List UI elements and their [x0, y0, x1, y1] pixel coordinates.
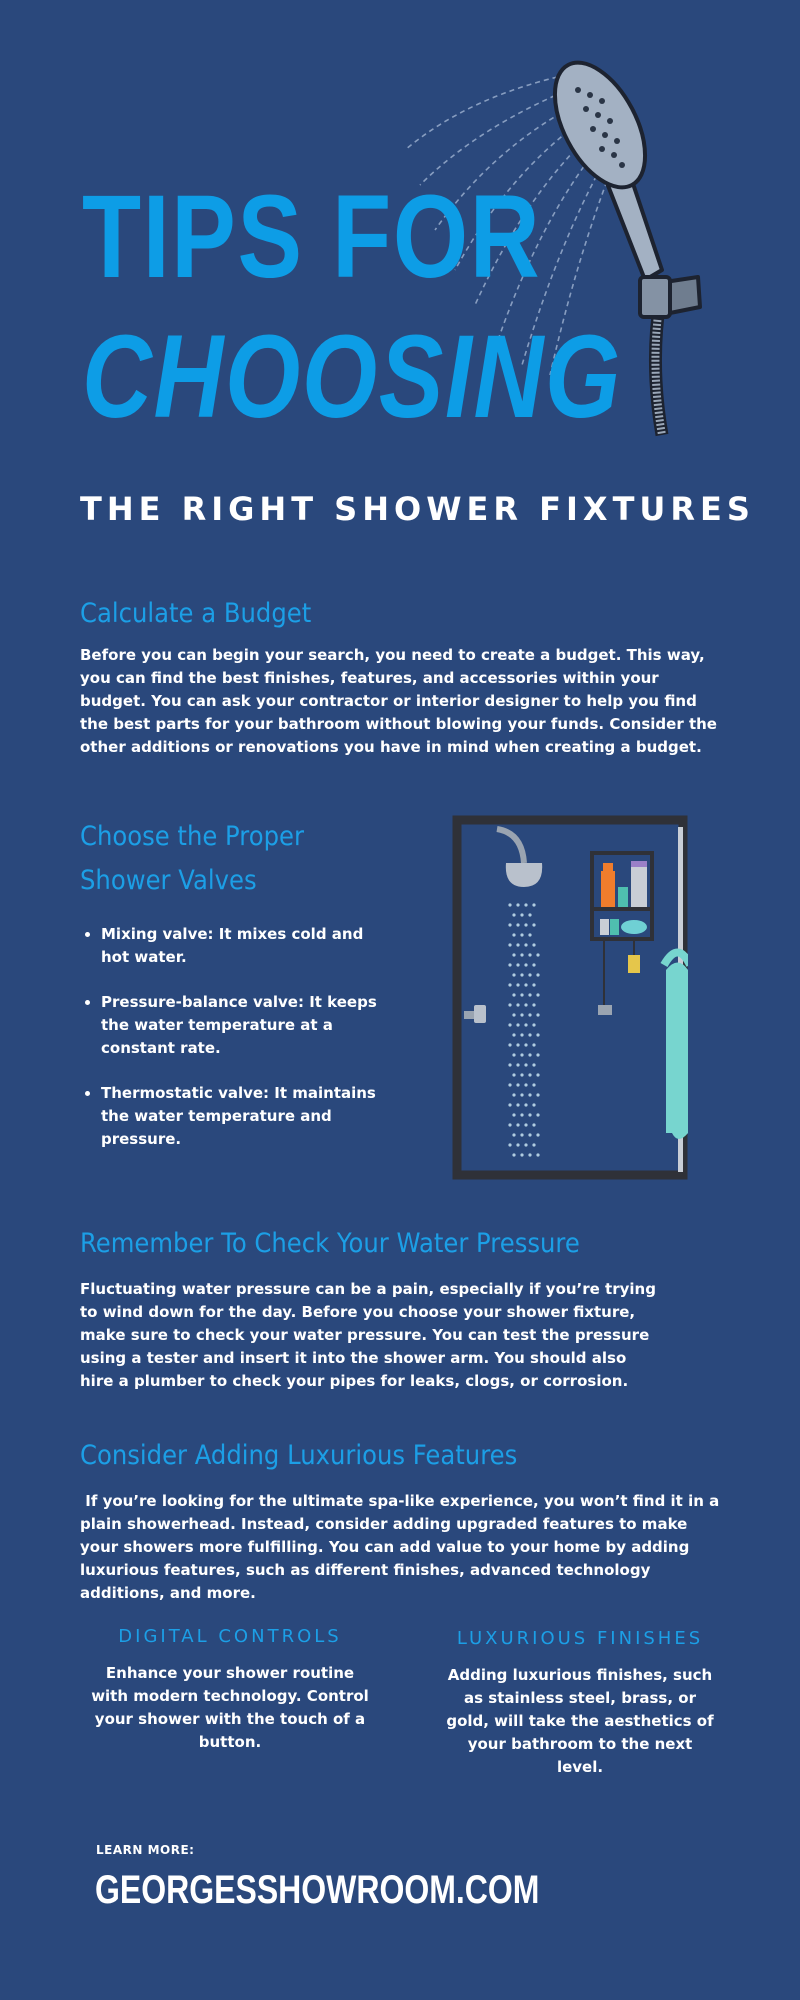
feature-body-luxurious-finishes: Adding luxurious finishes, such as stainless steel, brass, or gold, will take the aesthetics of your bathroom to the next level. [446, 1666, 714, 1776]
valves-heading: Choose the Proper Shower Valves [80, 821, 304, 896]
feature-body-digital-controls: Enhance your shower routine with modern technology. Control your shower with the touch of a button. [91, 1664, 369, 1751]
pressure-heading: Remember To Check Your Water Pressure [80, 1228, 580, 1259]
subtitle: THE RIGHT SHOWER FIXTURES [80, 490, 755, 528]
budget-body: Before you can begin your search, you need to create a budget. This way, you can find the best finishes, features, and accessories within your budget. You can ask your contractor or interior designer to help you find the best parts for your bathroom without blowing your funds. Consider the other additions or renovations you have in mind when creating a budget. [80, 646, 717, 756]
valves-list [80, 923, 391, 1173]
list-item: • Mixing valve: It mixes cold and hot water. [101, 923, 391, 969]
title-line-1: TIPS FOR [82, 171, 542, 303]
luxury-heading: Consider Adding Luxurious Features [80, 1440, 518, 1471]
shower-stall-illustration [452, 815, 688, 1180]
title-line-2: CHOOSING [82, 311, 622, 443]
website-link[interactable]: GEORGESSHOWROOM.COM [95, 1868, 540, 1912]
pressure-body: Fluctuating water pressure can be a pain, especially if you’re trying to wind down for the day. Before you choose your shower fixture, make sure to check your water pressure. You can test the pressure using a tester and insert it into the shower arm. You should also hire a plumber to check your pipes for leaks, clogs, or corrosion. [80, 1280, 656, 1390]
feature-title-digital-controls: DIGITAL CONTROLS [118, 1626, 342, 1647]
list-item: • Thermostatic valve: It maintains the water temperature and pressure. [101, 1082, 391, 1151]
list-item: • Pressure-balance valve: It keeps the water temperature at a constant rate. [101, 991, 391, 1060]
budget-heading: Calculate a Budget [80, 598, 312, 629]
learn-more-label: LEARN MORE: [96, 1843, 195, 1857]
luxury-body: If you’re looking for the ultimate spa-like experience, you won’t find it in a plain showerhead. Instead, consider adding upgraded features to make your showers more fulfilling. You can add value to your home by adding luxurious features, such as different finishes, advanced technology additions, and more. [80, 1492, 725, 1602]
feature-title-luxurious-finishes: LUXURIOUS FINISHES [456, 1628, 704, 1649]
